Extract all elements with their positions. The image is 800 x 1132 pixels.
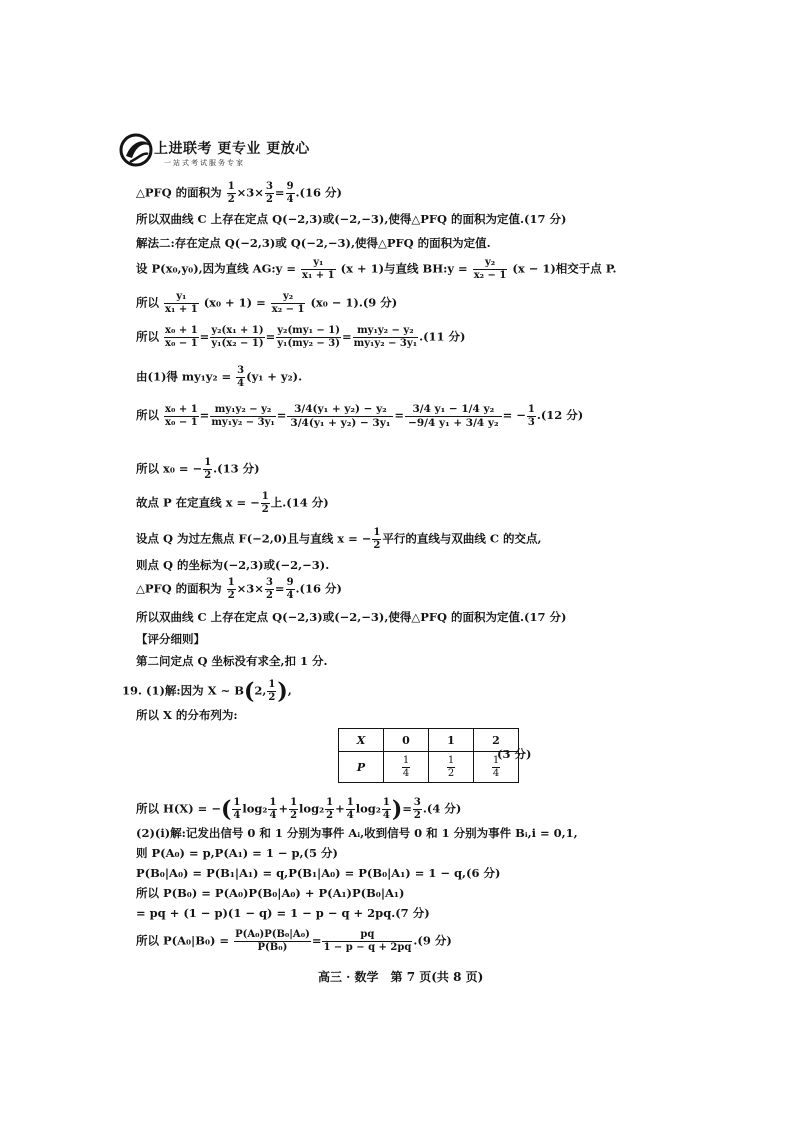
line-p-b-given-a: P(B₀|A₀) = P(B₁|A₁) = q,P(B₁|A₀) = P(B₀|A₁) = 1 − q,(6 分) bbox=[136, 866, 501, 880]
line-equal-slopes: 所以 $\frac{\text{y₁}}{\text{x₁ + 1}}$ (x₀ + 1) = $\frac{\text{y₂}}{\text{x₂ − 1}}$ (x₀ − 1).(9 分) bbox=[136, 291, 398, 315]
line-p-b0: 所以 P(B₀) = P(A₀)P(B₀|A₀) + P(A₁)P(B₀|A₁) bbox=[136, 886, 405, 900]
line-conclusion-1: 所以双曲线 C 上存在定点 Q(−2,3)或(−2,−3),使得△PFQ 的面积为定值.(17 分) bbox=[136, 212, 567, 226]
scoring-rules-heading: 【评分细则】 bbox=[136, 632, 205, 646]
distribution-table bbox=[338, 728, 519, 783]
line-ratio-result: 所以 $\frac{\text{x₀ + 1}}{\text{x₀ − 1}}$ = $\frac{\text{my₁y₂ − y₂}}{\text{my₁y₂ − 3y₁}}$ = $\frac{\text{3/4(y₁ + y₂) − y₂}}{\text{3/4(y₁ + y₂) − 3y₁}}$ = $\frac{\text{3/4 y₁ − 1/4 y₂}}{\text{−9/4 y₁ + 3/4 y₂}}$ = − $\frac{1}{3}$ .(12 分) bbox=[136, 403, 584, 429]
line-set-q: 设点 Q 为过左焦点 F(−2,0)且与直线 x = − $\frac{1}{2}$ 平行的直线与双曲线 C 的交点, bbox=[136, 527, 542, 551]
line-area-1: △PFQ 的面积为 $\frac{1}{2}$ ×3× $\frac{3}{2}$ = $\frac{9}{4}$ .(16 分) bbox=[136, 181, 342, 205]
table-header-cell: 2 bbox=[474, 729, 519, 752]
line-fixed-line: 故点 P 在定直线 x = − $\frac{1}{2}$ 上.(14 分) bbox=[136, 491, 329, 515]
table-cell: $\frac{1}{4}$ bbox=[474, 752, 519, 783]
line-x0: 所以 x₀ = − $\frac{1}{2}$ .(13 分) bbox=[136, 457, 260, 481]
line-area-2: △PFQ 的面积为 $\frac{1}{2}$ ×3× $\frac{3}{2}$ = $\frac{9}{4}$ .(16 分) bbox=[136, 577, 342, 601]
brand-swirl-icon bbox=[118, 128, 158, 172]
line-bayes: 所以 P(A₀|B₀) = $\frac{\text{P(A₀)P(B₀|A₀)}}{\text{P(B₀)}}$ = $\frac{pq}{1 - p - q + 2pq}$ .(9 分) bbox=[136, 929, 452, 953]
q19-part1: 19. (1)解:因为 X ~ B(2, $\frac{1}{2}$ ), bbox=[122, 678, 292, 705]
line-p-a: 则 P(A₀) = p,P(A₁) = 1 − p,(5 分) bbox=[136, 846, 338, 860]
table-cell: $\frac{1}{4}$ bbox=[384, 752, 429, 783]
brand-slogan: 一站式考试服务专家 bbox=[164, 159, 245, 167]
line-q-coords: 则点 Q 的坐标为(−2,3)或(−2,−3). bbox=[136, 558, 330, 572]
table-cell: $\frac{1}{2}$ bbox=[429, 752, 474, 783]
line-entropy: 所以 H(X) = −( $\frac{1}{4}$ log₂ $\frac{1}{4}$ + $\frac{1}{2}$ log₂ $\frac{1}{2}$ + $\frac{1}{4}$ log₂ $\frac{1}{4}$ )= $\frac{3}{2}$ .(4 分) bbox=[136, 796, 462, 823]
table-row-label: P bbox=[339, 752, 384, 783]
scoring-rule-1: 第二问定点 Q 坐标没有求全,扣 1 分. bbox=[136, 654, 328, 668]
table-header-cell: X bbox=[339, 729, 384, 752]
brand-text: 上进联考 更专业 更放心 bbox=[154, 141, 310, 157]
line-ratio-chain: 所以 $\frac{\text{x₀ + 1}}{\text{x₀ − 1}}$ = $\frac{\text{y₂(x₁ + 1)}}{\text{y₁(x₂ − 1)}}$ = $\frac{\text{y₂(my₁ − 1)}}{\text{y₁(my₂ − 3)}}$ = $\frac{\text{my₁y₂ − y₂}}{\text{my₁y₂ − 3y₁}}$ .(11 分) bbox=[136, 325, 466, 349]
table-header-cell: 0 bbox=[384, 729, 429, 752]
line-set-p: 设 P(x₀,y₀),因为直线 AG:y = $\frac{\text{y₁}}{\text{x₁ + 1}}$ (x + 1)与直线 BH:y = $\frac{\text{y₂}}{\text{x₂ − 1}}$ (x − 1)相交于点 P. bbox=[136, 257, 617, 281]
line-events: (2)(i)解:记发出信号 0 和 1 分别为事件 Aᵢ,收到信号 0 和 1 分别为事件 Bᵢ,i = 0,1, bbox=[136, 826, 578, 840]
line-p-b0-result: = pq + (1 − p)(1 − q) = 1 − p − q + 2pq.(7 分) bbox=[136, 906, 430, 920]
line-conclusion-2: 所以双曲线 C 上存在定点 Q(−2,3)或(−2,−3),使得△PFQ 的面积为定值.(17 分) bbox=[136, 610, 567, 624]
page-footer: 高三 · 数学 第 7 页(共 8 页) bbox=[318, 970, 484, 984]
table-header-cell: 1 bbox=[429, 729, 474, 752]
line-distribution-intro: 所以 X 的分布列为: bbox=[136, 708, 238, 722]
table-score: (3 分) bbox=[497, 747, 532, 761]
line-method-2: 解法二:存在定点 Q(−2,3)或 Q(−2,−3),使得△PFQ 的面积为定值. bbox=[136, 236, 491, 250]
line-from-part1: 由(1)得 my₁y₂ = $\frac{3}{4}$ (y₁ + y₂). bbox=[136, 365, 303, 389]
